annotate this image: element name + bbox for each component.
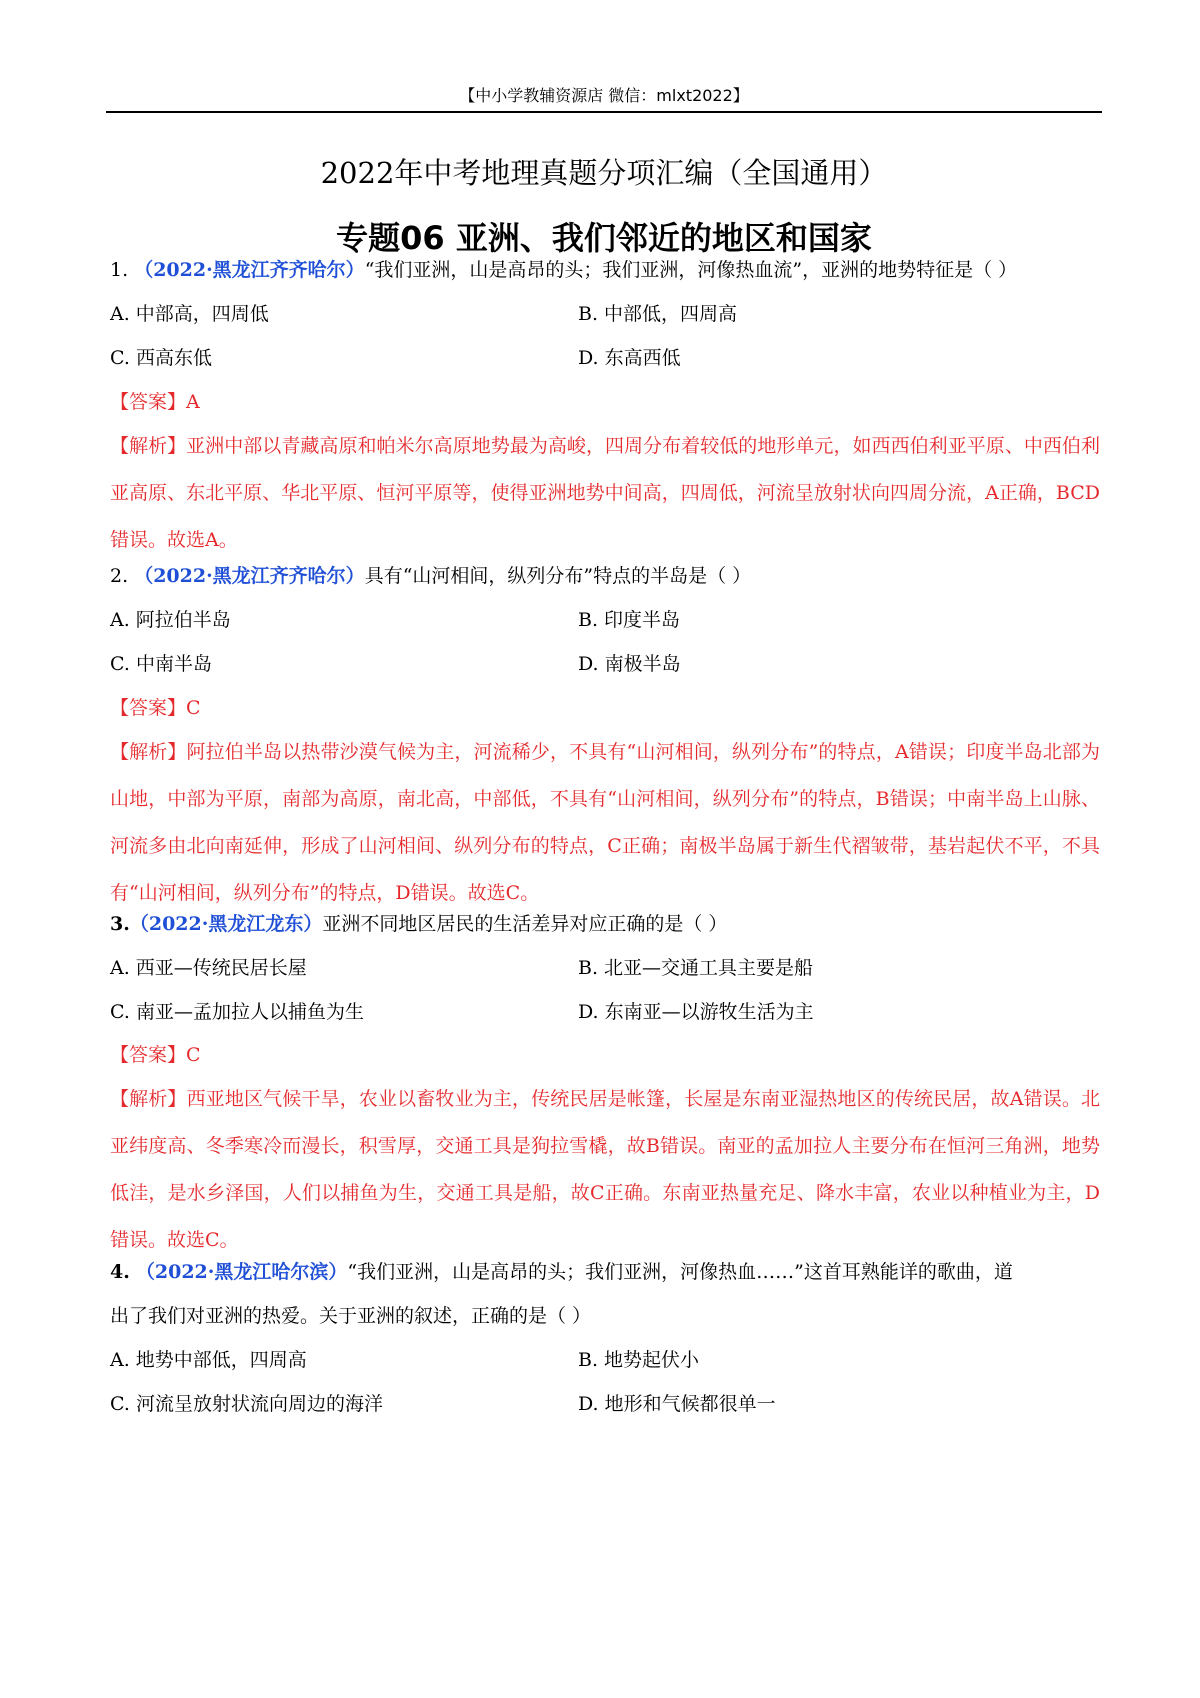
question-4-option-a: A. 地势中部低，四周高: [110, 1349, 307, 1371]
question-2-option-b: B. 印度半岛: [578, 609, 681, 631]
question-3-answer: [110, 1043, 1100, 1067]
question-4-stem: [110, 1260, 1100, 1284]
question-source: （2022·黑龙江哈尔滨）: [135, 1261, 348, 1283]
question-source: （2022·黑龙江龙东）: [129, 913, 323, 935]
question-text: 具有“山河相间，纵列分布”特点的半岛是（ ）: [364, 565, 752, 587]
question-4-option-b: B. 地势起伏小: [578, 1349, 700, 1371]
answer-label: 【答案】: [110, 697, 187, 719]
header-divider: [106, 111, 1102, 113]
document-subtitle: 专题06 亚洲、我们邻近的地区和国家: [336, 219, 872, 257]
answer-label: 【答案】: [110, 391, 187, 413]
question-2-option-a: A. 阿拉伯半岛: [110, 609, 231, 631]
question-3-option-d: D. 东南亚—以游牧生活为主: [578, 1001, 814, 1023]
question-4-option-d: D. 地形和气候都很单一: [578, 1393, 776, 1415]
question-2-option-d: D. 南极半岛: [578, 653, 681, 675]
answer-value: C: [186, 697, 201, 719]
explanation-text: 阿拉伯半岛以热带沙漠气候为主，河流稀少，不具有“山河相间，纵列分布”的特点，A错误；印度半岛北部为山地，中部为平原，南部为高原，南北高，中部低，不具有“山河相间，纵列分布”的特点，B错误；中南半岛上山脉、河流多由北向南延伸，形成了山河相间、纵列分布的特点，C正确；南极半岛属于新生代褶皱带，基岩起伏不平，不具有“山河相间，纵列分布”的特点，D错误。故选C。: [110, 741, 1100, 904]
question-3-stem: [110, 912, 1100, 936]
question-2-stem: [110, 564, 1100, 588]
question-number: 1.: [110, 259, 129, 281]
question-1-explanation: [110, 423, 1100, 564]
question-1-stem: [110, 258, 1100, 282]
question-3-explanation: [110, 1076, 1100, 1264]
page-header: 【中小学教辅资源店 微信：mlxt2022】: [459, 86, 749, 105]
explanation-text: 西亚地区气候干旱，农业以畜牧业为主，传统民居是帐篷，长屋是东南亚湿热地区的传统民居，故A错误。北亚纬度高、冬季寒冷而漫长，积雪厚，交通工具是狗拉雪橇，故B错误。南亚的孟加拉人主要分布在恒河三角洲，地势低洼，是水乡泽国，人们以捕鱼为生，交通工具是船，故C正确。东南亚热量充足、降水丰富，农业以种植业为主，D错误。故选C。: [110, 1088, 1100, 1251]
question-3-option-a: A. 西亚—传统民居长屋: [110, 957, 307, 979]
question-source: （2022·黑龙江齐齐哈尔）: [134, 259, 365, 281]
explanation-label: 【解析】: [110, 1088, 187, 1110]
question-2-explanation: [110, 729, 1100, 917]
answer-value: A: [186, 391, 200, 413]
answer-label: 【答案】: [110, 1044, 187, 1066]
question-number: 4.: [110, 1261, 130, 1283]
question-text: “我们亚洲，山是高昂的头；我们亚洲，河像热血流”，亚洲的地势特征是（ ）: [364, 259, 1018, 281]
question-2-answer: [110, 696, 1100, 720]
explanation-text: 亚洲中部以青藏高原和帕米尔高原地势最为高峻，四周分布着较低的地形单元，如西西伯利亚平原、中西伯利亚高原、东北平原、华北平原、恒河平原等，使得亚洲地势中间高，四周低，河流呈放射状向四周分流，A正确，BCD错误。故选A。: [110, 435, 1100, 551]
question-2-option-c: C. 中南半岛: [110, 653, 212, 675]
question-3-option-b: B. 北亚—交通工具主要是船: [578, 957, 814, 979]
question-text: “我们亚洲，山是高昂的头；我们亚洲，河像热血……”这首耳熟能详的歌曲，道: [347, 1261, 1013, 1283]
answer-value: C: [186, 1044, 201, 1066]
question-1-option-c: C. 西高东低: [110, 347, 212, 369]
explanation-label: 【解析】: [110, 741, 187, 763]
explanation-label: 【解析】: [110, 435, 187, 457]
question-1-option-a: A. 中部高，四周低: [110, 303, 269, 325]
question-number: 3.: [110, 913, 130, 935]
question-1-option-b: B. 中部低，四周高: [578, 303, 738, 325]
question-source: （2022·黑龙江齐齐哈尔）: [134, 565, 365, 587]
question-text: 亚洲不同地区居民的生活差异对应正确的是（ ）: [322, 913, 728, 935]
question-1-option-d: D. 东高西低: [578, 347, 681, 369]
question-4-option-c: C. 河流呈放射状流向周边的海洋: [110, 1393, 383, 1415]
question-3-option-c: C. 南亚—孟加拉人以捕鱼为生: [110, 1001, 364, 1023]
question-4-stem-continued: 出了我们对亚洲的热爱。关于亚洲的叙述，正确的是（ ）: [110, 1305, 592, 1327]
document-title: 2022年中考地理真题分项汇编（全国通用）: [320, 156, 888, 190]
question-number: 2.: [110, 565, 129, 587]
question-1-answer: [110, 390, 1100, 414]
